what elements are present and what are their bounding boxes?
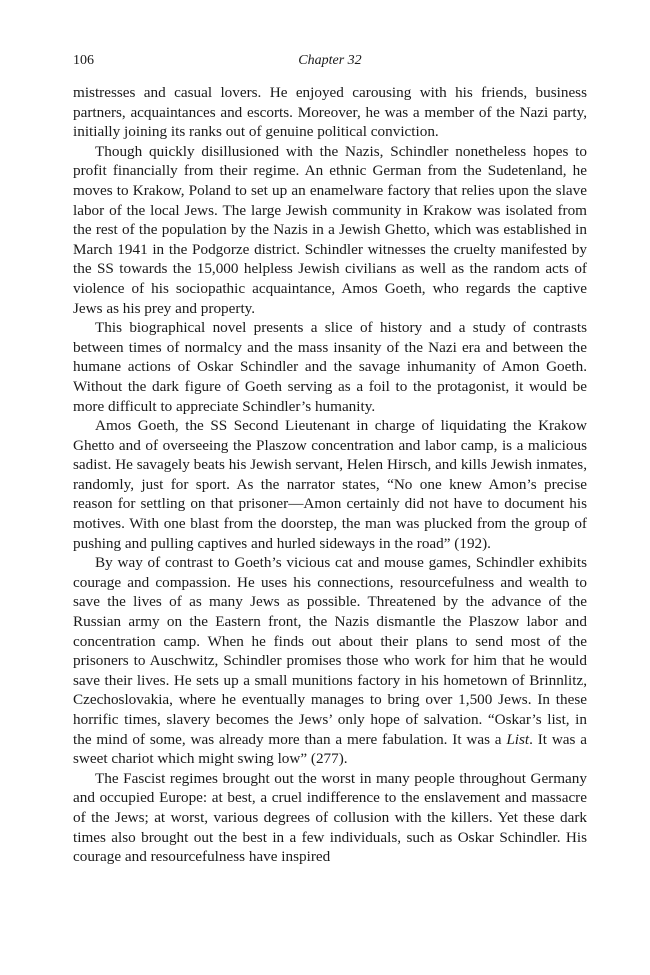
paragraph-5: [73, 553, 587, 769]
paragraph-text: The Fascist regimes brought out the worst in many people throughout Germany and occupied Europe: at best, a cruel indifference to the enslavement and massacre of the Jews; at worst, various degrees of collusion with the killers. Yet these dark times also brought out the best in a few individuals, such as Oskar Schindler. His courage and resourcefulness have inspired: [73, 769, 587, 866]
paragraph-text: Though quickly disillusioned with the Nazis, Schindler nonetheless hopes to profit financially from their regime. An ethnic German from the Sudetenland, he moves to Krakow, Poland to set up an enamelware factory that relies upon the slave labor of the local Jews. The large Jewish community in Krakow was isolated from the rest of the population by the Nazis in a Jewish Ghetto, which was established in March 1941 in the Podgorze district. Schindler witnesses the cruelty manifested by the SS towards the 15,000 helpless Jewish civilians as well as the random acts of violence of his sociopathic acquaintance, Amos Goeth, who regards the captive Jews as his prey and property.: [73, 142, 587, 317]
paragraph-text: Amos Goeth, the SS Second Lieutenant in charge of liquidating the Krakow Ghetto and of overseeing the Plaszow concentration and labor camp, is a malicious sadist. He savagely beats his Jewish servant, Helen Hirsch, and kills Jewish inmates, randomly, just for sport. As the narrator states, “No one knew Amon’s precise reason for settling on that prisoner—Amon certainly did not have to document his motives. With one blast from the doorstep, the man was plucked from the group of pushing and pulling captives and hurled sideways in the road” (192).: [73, 417, 587, 552]
book-page: [73, 52, 587, 867]
paragraph-text: This biographical novel presents a slice of history and a study of contrasts between times of normalcy and the mass insanity of the Nazi era and between the humane actions of Oskar Schindler and the savage inhumanity of Amon Goeth. Without the dark figure of Goeth serving as a foil to the protagonist, it would be more difficult to appreciate Schindler’s humanity.: [73, 319, 587, 415]
italic-emphasis: List: [506, 730, 530, 748]
paragraph-4: [73, 416, 587, 553]
paragraph-1: [73, 83, 587, 142]
paragraph-text: By way of contrast to Goeth’s vicious cat and mouse games, Schindler exhibits courage and compassion. He uses his connections, resourcefulness and wealth to save the lives of as many Jews as possible. Threatened by the advance of the Russian army on the Eastern front, the Nazis dismantle the Plaszow labor and concentration camp. When he finds out about their plans to send most of the prisoners to Auschwitz, Schindler promises those who work for him that he would save their lives. He sets up a small munitions factory in his hometown of Brinnlitz, Czechoslovakia, where he eventually manages to bring over 1,500 Jews. In these horrific times, slavery becomes the Jews’ only hope of salvation. “Oskar’s list, in the mind of some, was already more than a mere fabulation. It was a: [73, 554, 587, 748]
running-head: [73, 52, 587, 74]
body-text: [73, 83, 587, 867]
paragraph-3: [73, 318, 587, 416]
chapter-title: Chapter 32: [298, 53, 362, 68]
paragraph-text: mistresses and casual lovers. He enjoyed carousing with his friends, business partners, acquaintances and escorts. Moreover, he was a member of the Nazi party, initially joining its ranks out of genuine political conviction.: [73, 84, 587, 141]
page-number: 106: [73, 53, 94, 68]
paragraph-2: [73, 142, 587, 318]
paragraph-6: [73, 769, 587, 867]
paragraph-text: . It was a sweet chariot which might swing low” (277).: [73, 730, 587, 768]
